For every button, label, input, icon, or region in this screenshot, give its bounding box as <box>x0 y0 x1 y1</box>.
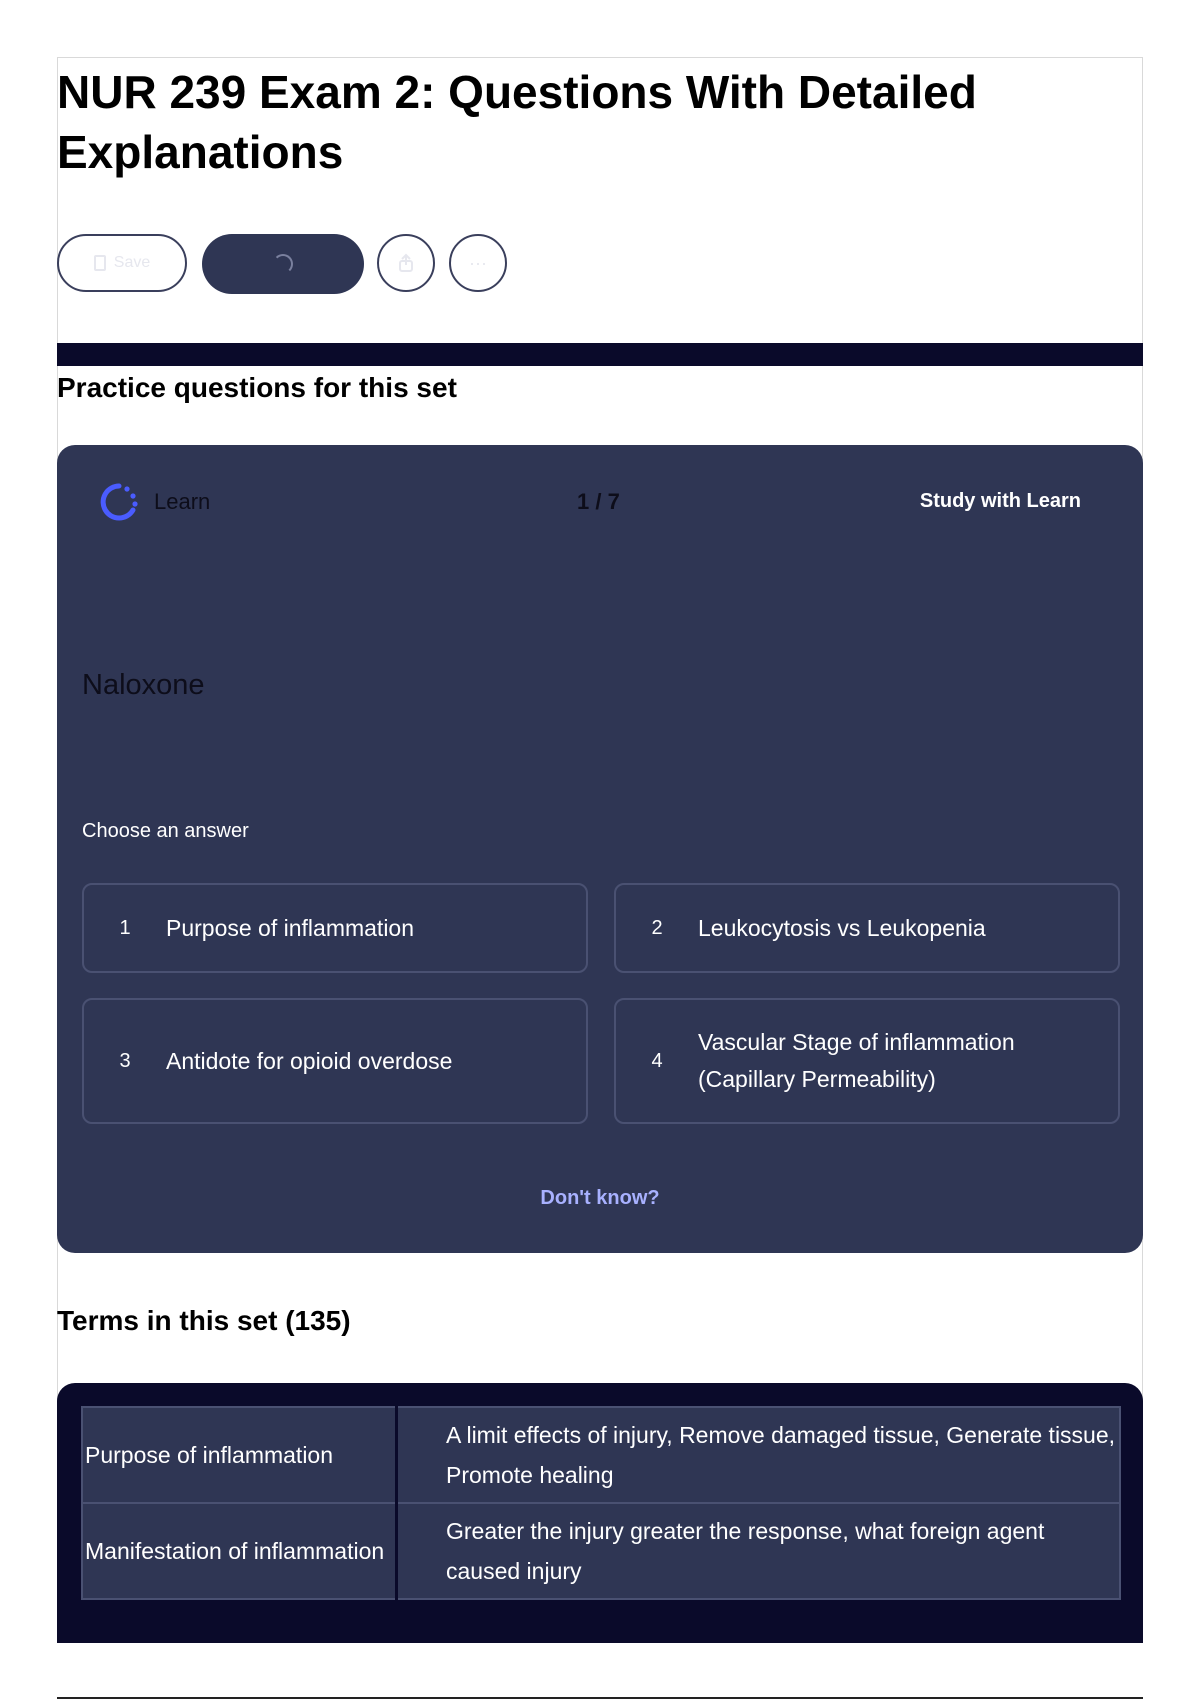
option-number: 1 <box>119 916 131 939</box>
more-button[interactable] <box>449 234 507 292</box>
learn-label: Learn <box>154 489 211 514</box>
save-label: Save <box>113 254 151 271</box>
loading-spinner-icon <box>273 254 293 274</box>
terms-table <box>81 1406 1121 1600</box>
bottom-divider <box>57 1697 1143 1699</box>
table-row <box>82 1407 1120 1503</box>
answer-prompt: Choose an answer <box>82 820 249 842</box>
learn-header <box>57 445 1143 555</box>
section-divider <box>57 343 1143 366</box>
option-number: 4 <box>651 1049 663 1072</box>
definition-cell: A limit effects of injury, Remove damaged tissue, Generate tissue, Promote healing <box>397 1407 1121 1503</box>
option-number: 3 <box>119 1049 131 1072</box>
study-with-learn-button[interactable]: Study with Learn <box>919 490 1081 512</box>
more-icon: ··· <box>469 252 487 273</box>
answer-option-3[interactable] <box>82 998 588 1124</box>
option-text: Purpose of inflammation <box>166 914 415 941</box>
page-title: NUR 239 Exam 2: Questions With Detailed Explanations <box>57 66 977 178</box>
option-number: 2 <box>651 916 663 939</box>
practice-heading: Practice questions for this set <box>57 372 457 403</box>
save-button[interactable] <box>57 234 187 292</box>
question-term: Naloxone <box>82 669 205 701</box>
primary-action-button[interactable] <box>202 234 364 294</box>
term-cell: Manifestation of inflammation <box>82 1503 397 1599</box>
answer-option-4[interactable] <box>614 998 1120 1124</box>
answer-option-1[interactable] <box>82 883 588 973</box>
definition-cell: Greater the injury greater the response, what foreign agent caused injury <box>397 1503 1121 1599</box>
terms-heading: Terms in this set (135) <box>57 1305 351 1336</box>
term-cell: Purpose of inflammation <box>82 1407 397 1503</box>
share-icon <box>395 252 417 274</box>
share-button[interactable] <box>377 234 435 292</box>
option-text: Vascular Stage of inflammation (Capillary Permeability) <box>698 1029 1015 1092</box>
answer-option-2[interactable] <box>614 883 1120 973</box>
option-text: Antidote for opioid overdose <box>166 1047 453 1074</box>
dont-know-link[interactable]: Don't know? <box>540 1187 660 1209</box>
learn-logo-icon <box>97 480 141 524</box>
option-text: Leukocytosis vs Leukopenia <box>698 914 986 941</box>
table-row <box>82 1503 1120 1599</box>
question-progress: 1 / 7 <box>577 489 620 514</box>
terms-card <box>57 1383 1143 1643</box>
learn-card <box>57 445 1143 1253</box>
bookmark-icon <box>94 255 106 271</box>
